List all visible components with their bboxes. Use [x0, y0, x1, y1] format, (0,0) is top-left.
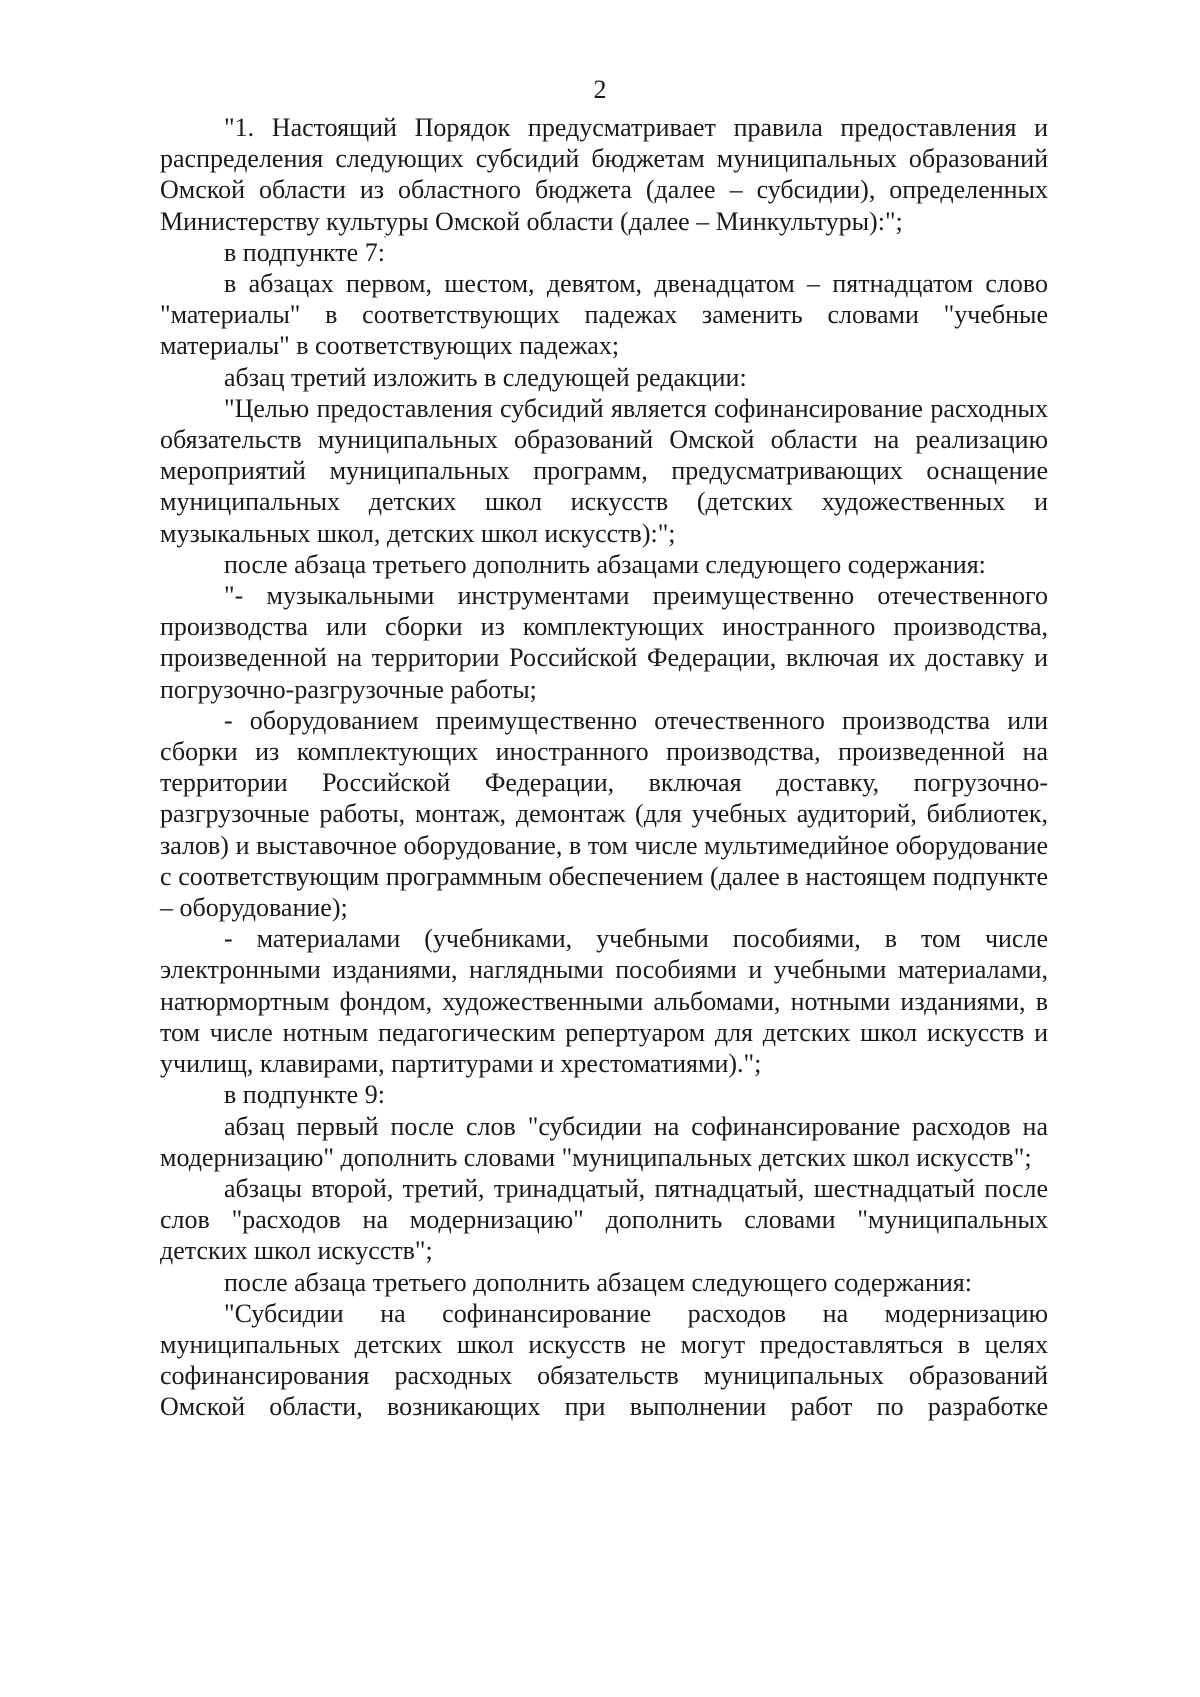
paragraph-13: после абзаца третьего дополнить абзацем следующего содержания:: [224, 1267, 972, 1297]
paragraph-2: в подпункте 7:: [224, 237, 385, 267]
paragraph-7: "- музыкальными инструментами преимущественно отечественного производства или сборки из комплектующих иностранного производства, произведенной на территории Российской Федерации, включая их доставку и погрузочно-разгрузочные работы;: [160, 581, 1048, 704]
paragraph-8: - оборудованием преимущественно отечественного производства или сборки из комплектующих иностранного производства, произведенной на территории Российской Федерации, включая доставку, погрузочно-разгрузочные работы, монтаж, демонтаж (для учебных аудиторий, библиотек, залов) и выставочное оборудование, в том числе мультимедийное оборудование с соответствующим программным обеспечением (далее в настоящем подпункте – оборудование);: [160, 705, 1048, 923]
paragraph-4: абзац третий изложить в следующей редакции:: [224, 362, 747, 392]
document-body: [160, 112, 1048, 1423]
paragraph-9: - материалами (учебниками, учебными пособиями, в том числе электронными изданиями, наглядными пособиями и учебными материалами, натюрмортным фондом, художественными альбомами, нотными изданиями, в том числе нотным педагогическим репертуаром для детских школ искусств и училищ, клавирами, партитурами и хрестоматиями).";: [160, 924, 1048, 1079]
paragraph-3: в абзацах первом, шестом, девятом, двенадцатом – пятнадцатом слово "материалы" в соответствующих падежах заменить словами "учебные материалы" в соответствующих падежах;: [160, 269, 1048, 361]
paragraph-6: после абзаца третьего дополнить абзацами следующего содержания:: [224, 549, 986, 579]
paragraph-5: "Целью предоставления субсидий является софинансирование расходных обязательств муниципальных образований Омской области на реализацию мероприятий муниципальных программ, предусматривающих оснащение муниципальных детских школ искусств (детских художественных и музыкальных школ, детских школ искусств):";: [160, 393, 1048, 548]
paragraph-14: "Субсидии на софинансирование расходов на модернизацию муниципальных детских школ искусств не могут предоставляться в целях софинансирования расходных обязательств муниципальных образований Омской области, возникающих при выполнении работ по разработке: [160, 1298, 1048, 1422]
paragraph-1: "1. Настоящий Порядок предусматривает правила предоставления и распределения следующих субсидий бюджетам муниципальных образований Омской области из областного бюджета (далее – субсидии), определенных Министерству культуры Омской области (далее – Минкультуры):";: [160, 113, 1048, 236]
paragraph-11: абзац первый после слов "субсидии на софинансирование расходов на модернизацию" дополнить словами "муниципальных детских школ искусств";: [160, 1111, 1048, 1172]
paragraph-12: абзацы второй, третий, тринадцатый, пятнадцатый, шестнадцатый после слов "расходов на модернизацию" дополнить словами "муниципальных детских школ искусств";: [160, 1173, 1048, 1266]
paragraph-10: в подпункте 9:: [224, 1080, 385, 1110]
page-number: 2: [593, 75, 607, 104]
